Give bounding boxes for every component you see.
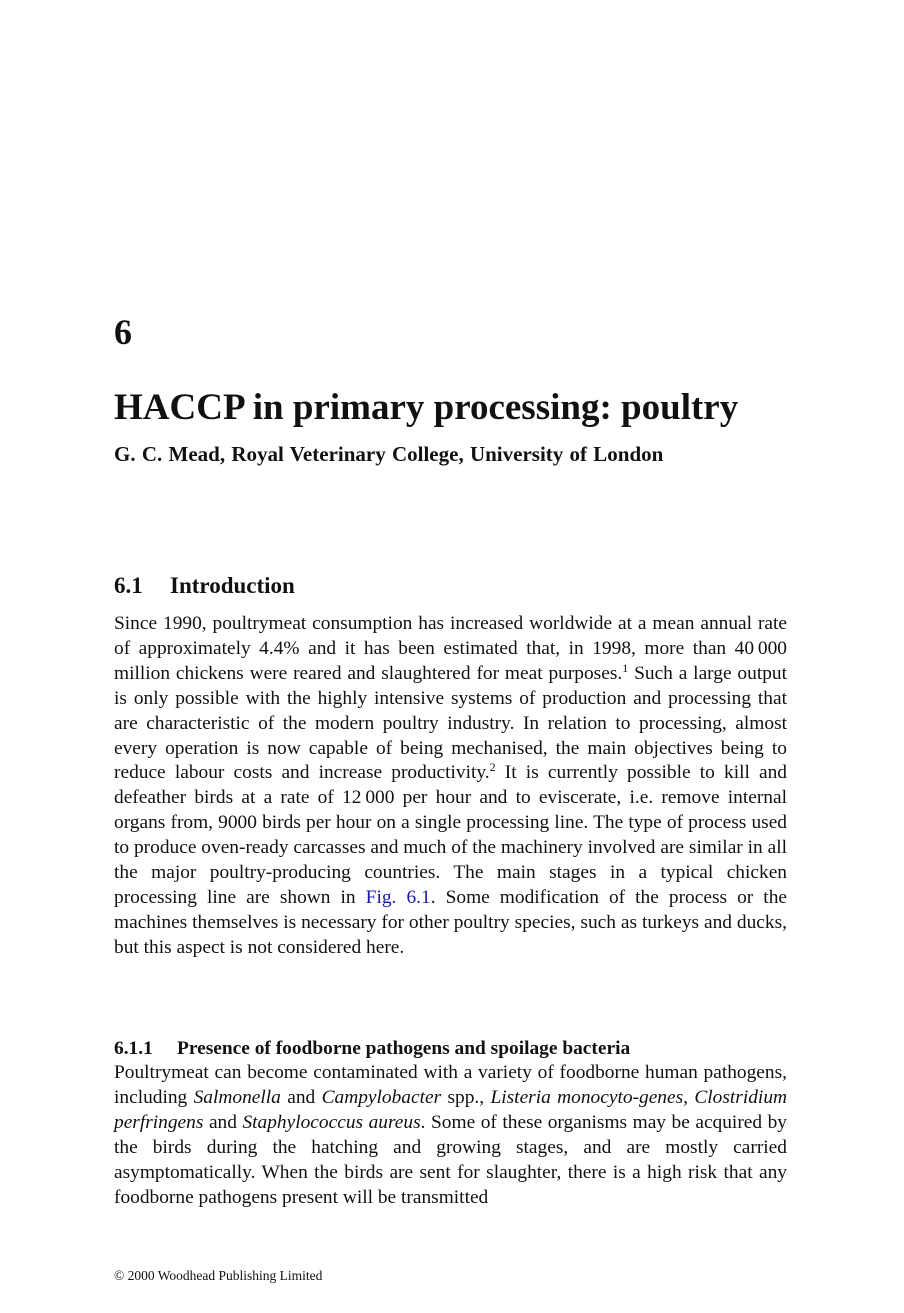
pathogens-text-4: and xyxy=(203,1111,243,1133)
figure-6-1-link[interactable]: Fig. 6.1 xyxy=(365,886,431,908)
intro-text-3: It is currently possible to kill and defeather birds at a rate of 12 000 per hour and to eviscerate, i.e. remove internal organs from, 9000 birds per hour on a single processing line. The type of process used to produce oven-ready carcasses and much of the machinery involved are similar in all the major poultry-producing countries. The main stages in a typical chicken processing line are shown in xyxy=(114,762,788,908)
pathogen-salmonella: Salmonella xyxy=(193,1086,281,1108)
subsection-number: 6.1.1 xyxy=(114,1038,153,1059)
pathogen-listeria-clostridium: Listeria monocyto-genes, Clostridium perfringens xyxy=(114,1086,788,1133)
reference-2-superscript: 2 xyxy=(489,760,496,775)
intro-text-2: Such a large output is only possible with the highly intensive systems of production and processing that are characteristic of the modern poultry industry. In relation to processing, almost every operation is now capable of being mechanised, the main objectives being to reduce labour costs and increase productivity. xyxy=(114,662,787,784)
section-heading xyxy=(114,572,295,600)
pathogens-paragraph xyxy=(114,1061,787,1210)
copyright-footer: © 2000 Woodhead Publishing Limited xyxy=(114,1268,323,1283)
chapter-number: 6 xyxy=(114,312,132,352)
pathogens-text-2: and xyxy=(280,1086,322,1108)
document-page xyxy=(114,0,787,1313)
introduction-paragraph xyxy=(114,612,787,961)
intro-text-1: Since 1990, poultrymeat consumption has increased worldwide at a mean annual rate of approximately 4.4% and it has been estimated that, in 1998, more than 40 000 million chickens were reared and slaughtered for meat purposes. xyxy=(114,613,787,684)
pathogens-text-3: spp., xyxy=(441,1086,491,1108)
chapter-author: G. C. Mead, Royal Veterinary College, University of London xyxy=(114,442,664,466)
subsection-title: Presence of foodborne pathogens and spoilage bacteria xyxy=(177,1038,631,1059)
pathogen-campylobacter: Campylobacter xyxy=(321,1086,442,1108)
pathogen-staphylococcus: Staphylococcus aureus xyxy=(242,1111,421,1133)
pathogens-text-1: Poultrymeat can become contaminated with a variety of foodborne human pathogens, including xyxy=(114,1062,787,1108)
section-title: Introduction xyxy=(170,573,295,598)
subsection-heading xyxy=(114,1036,630,1061)
section-number: 6.1 xyxy=(114,573,143,598)
pathogens-text-5: . Some of these organisms may be acquired by the birds during the hatching and growing stages, and are mostly carried asymptomatically. When the birds are sent for slaughter, there is a high risk that any foodborne pathogens present will be transmitted xyxy=(114,1111,787,1208)
reference-1-superscript: 1 xyxy=(622,660,629,675)
chapter-title: HACCP in primary processing: poultry xyxy=(114,387,739,428)
intro-text-4: . Some modification of the process or the machines themselves is necessary for other poultry species, such as turkeys and ducks, but this aspect is not considered here. xyxy=(114,886,787,958)
